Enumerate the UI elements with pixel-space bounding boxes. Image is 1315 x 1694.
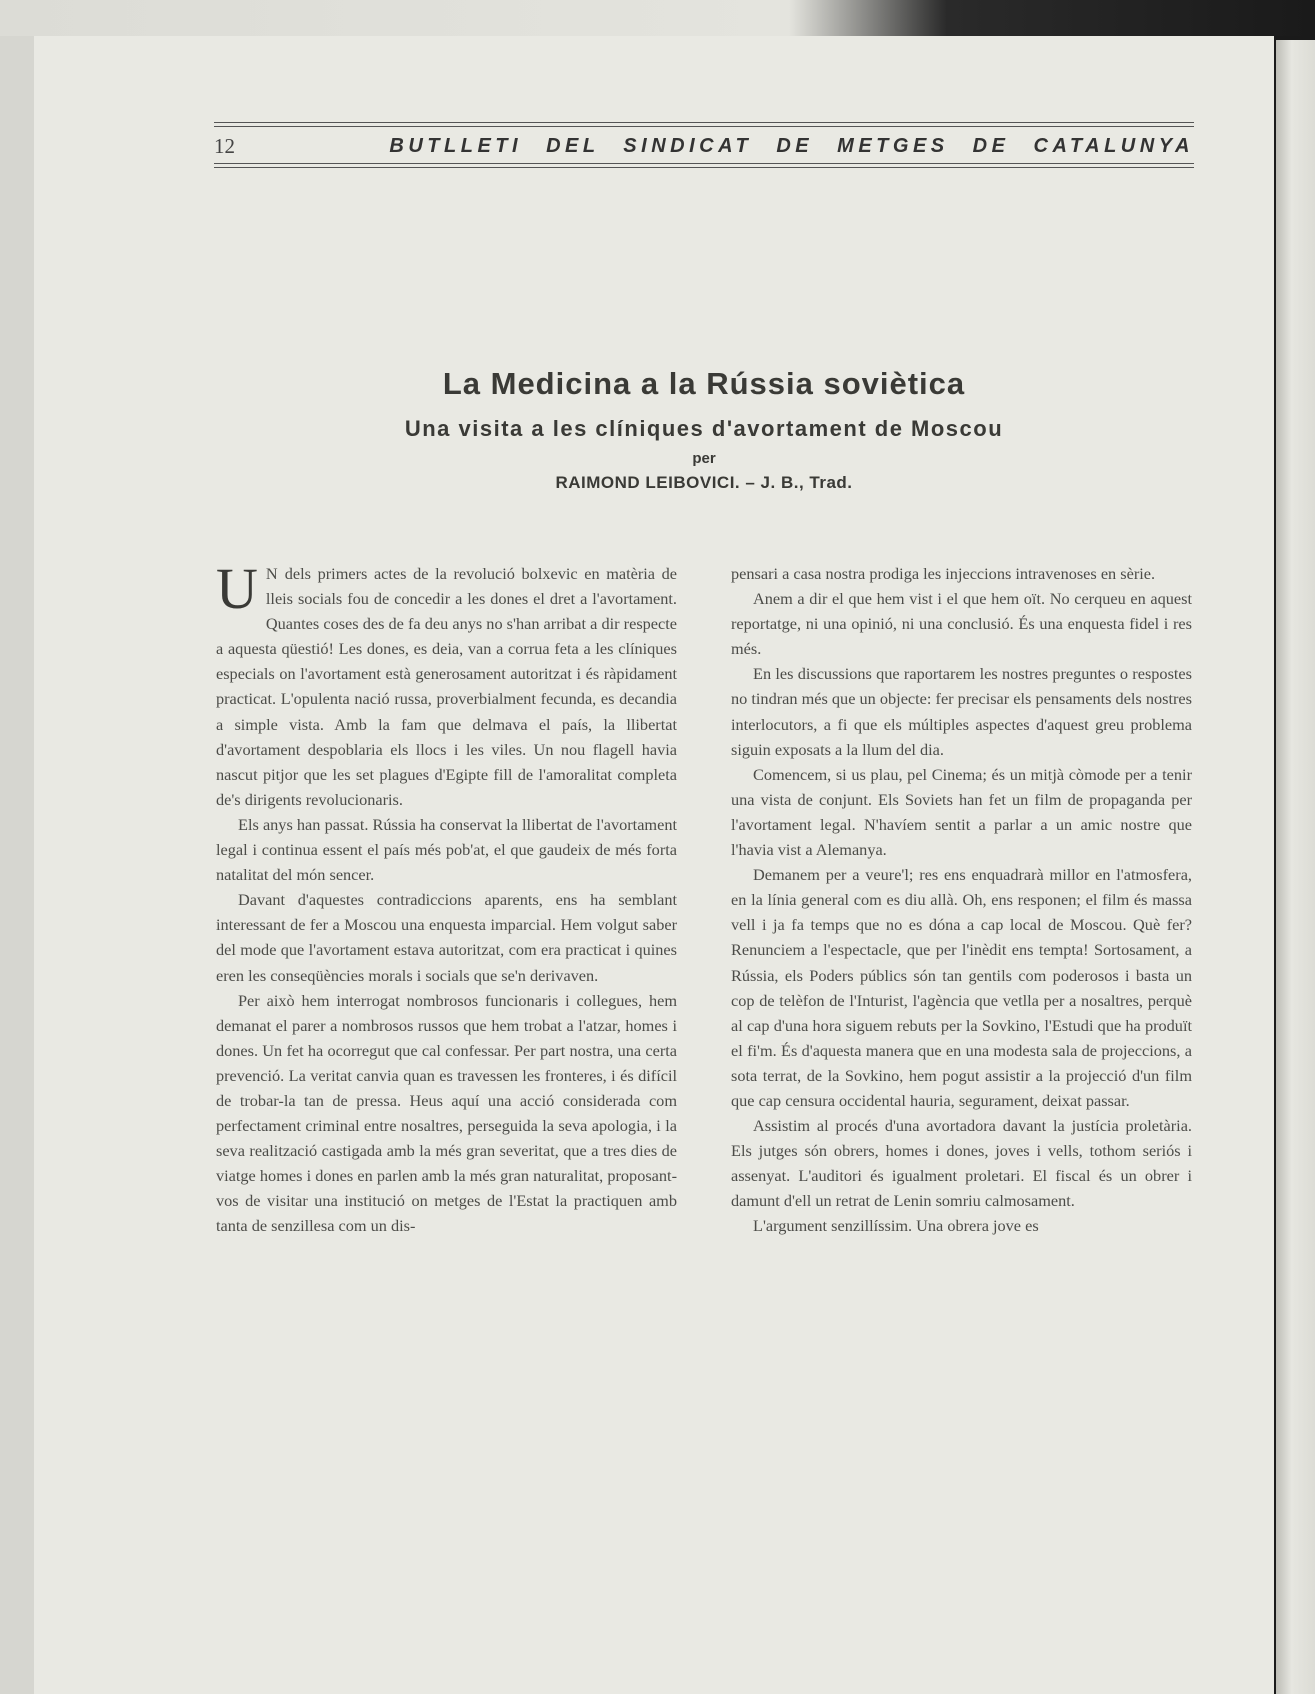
body-column-left — [216, 556, 677, 1551]
next-page-edge — [1276, 40, 1315, 1694]
article-title: La Medicina a la Rússia soviètica — [442, 366, 966, 401]
paragraph — [216, 556, 677, 812]
header-rule — [214, 163, 1194, 164]
paragraph: L'argument senzillíssim. Una obrera jove es — [753, 1216, 1039, 1236]
header-rule — [214, 122, 1194, 123]
paragraph: pensari a casa nostra prodiga les injeccions intravenoses en sèrie. — [731, 564, 1156, 583]
body-column-right — [731, 561, 1192, 1551]
running-header — [214, 116, 1194, 172]
document-page — [34, 36, 1274, 1694]
publication-title: BUTLLETI DEL SINDICAT DE METGES DE CATALUNYA — [389, 134, 1194, 157]
drop-cap: U — [216, 556, 258, 621]
paragraph-lead: N — [265, 564, 279, 583]
page-number: 12 — [214, 133, 235, 158]
paragraph: Anem a dir el que hem vist i el que hem oït. No cerqueu en aquest reportatge, ni una opinió, ni una conclusió. És una enquesta fidel i res més. — [731, 589, 1192, 659]
paragraph: En les discussions que raportarem les nostres preguntes o respostes no tindran més que un objecte: fer precisar els pensaments dels nostres interlocutors, a fi que els múltiples aspectes d'aquest greu problema siguin exposats a la llum del dia. — [731, 664, 1192, 759]
scan-left-gutter — [0, 36, 34, 1694]
paragraph: Els anys han passat. Rússia ha conservat la llibertat de l'avortament legal i continua essent el país més pob'at, el que gaudeix de més forta natalitat del món sencer. — [216, 814, 677, 885]
header-rule — [214, 126, 1194, 127]
article-title-block — [214, 366, 1194, 493]
byline-per: per — [692, 450, 716, 467]
paragraph: Demanem per a veure'l; res ens enquadrarà millor en l'atmosfera, en la línia general com es diu allà. Oh, ens responen; el film és massa vell i ja fa temps que no es dóna a cap local de Moscou. Què fer? Renunciem a l'espectacle, que per l'inèdit ens tempta! Sortosament, a Rússia, els Poders públics són tan gentils com poderosos i basta un cop de telèfon de l'Inturist, l'agència que vetlla per a nosaltres, perquè al cap d'una hora siguem rebuts per la Sovkino, l'Estudi que ha produït el fi'm. És d'aquesta manera que en una modesta sala de projeccions, a sota terrat, de la Sovkino, hem pogut assistir a la projecció d'un film que cap censura occidental hauria, segurament, deixat passar. — [731, 865, 1192, 1110]
header-row — [214, 130, 1194, 162]
header-rule — [214, 167, 1194, 168]
article-author: RAIMOND LEIBOVICI. – J. B., Trad. — [555, 473, 853, 492]
paragraph: Comencem, si us plau, pel Cinema; és un mitjà còmode per a tenir una vista de conjunt. Els Soviets han fet un film de propaganda per l'avortament legal. N'havíem sentit a parlar a un amic nostre que l'havia vist a Alemanya. — [731, 764, 1192, 860]
paragraph: Per això hem interrogat nombrosos funcionaris i collegues, hem demanat el parer a nombrosos russos que hem trobat a l'atzar, homes i dones. Un fet ha ocorregut que cal confessar. Per part nostra, una certa prevenció. La veritat canvia quan es travessen les fronteres, i és difícil de trobar-la tan de pressa. Heus aquí una acció considerada com perfectament criminal entre nosaltres, perseguida la seva apologia, i la seva realització castigada amb la més gran severitat, que a tres dies de viatge homes i dones en parlen amb la més gran naturalitat, proposant-vos de visitar una institució on metges de l'Estat la practiquen amb tanta de senzillesa com un dis- — [216, 990, 677, 1236]
paragraph: Assistim al procés d'una avortadora davant la justícia proletària. Els jutges són obrers, homes i dones, joves i vells, tothom seriós i assenyat. L'auditori és igualment proletari. El fiscal és un obrer i damunt d'ell un retrat de Lenin somriu calmosament. — [731, 1116, 1192, 1211]
scan-top-strip — [0, 0, 1315, 36]
paragraph: Davant d'aquestes contradiccions aparents, ens ha semblant interessant de fer a Moscou una enquesta imparcial. Hem volgut saber del mode que l'avortament estava autoritzat, com era practicat i quines eren les conseqüències morals i socials que se'n derivaven. — [216, 890, 677, 985]
article-body — [216, 556, 1192, 1551]
paragraph-text: dels primers actes de la revolució bolxevic en matèria de lleis socials fou de concedir a les dones el dret a l'avortament. Quantes coses des de fa deu anys no s'han arribat a dir respecte a aquesta qüestió! Les dones, es deia, van a corrua feta a les clíniques especials on l'avortament està generosament autoritzat i és ràpidament practicat. L'opulenta nació russa, proverbialment fecunda, es decandia a simple vista. Amb la fam que delmava el país, la llibertat d'avortament despoblaria els llocs i les viles. Un nou flagell havia nascut pitjor que les set plagues d'Egipte fill de l'amoralitat completa de's dirigents revolucionaris. — [216, 564, 677, 809]
article-subtitle: Una visita a les clíniques d'avortament de Moscou — [404, 416, 1004, 441]
